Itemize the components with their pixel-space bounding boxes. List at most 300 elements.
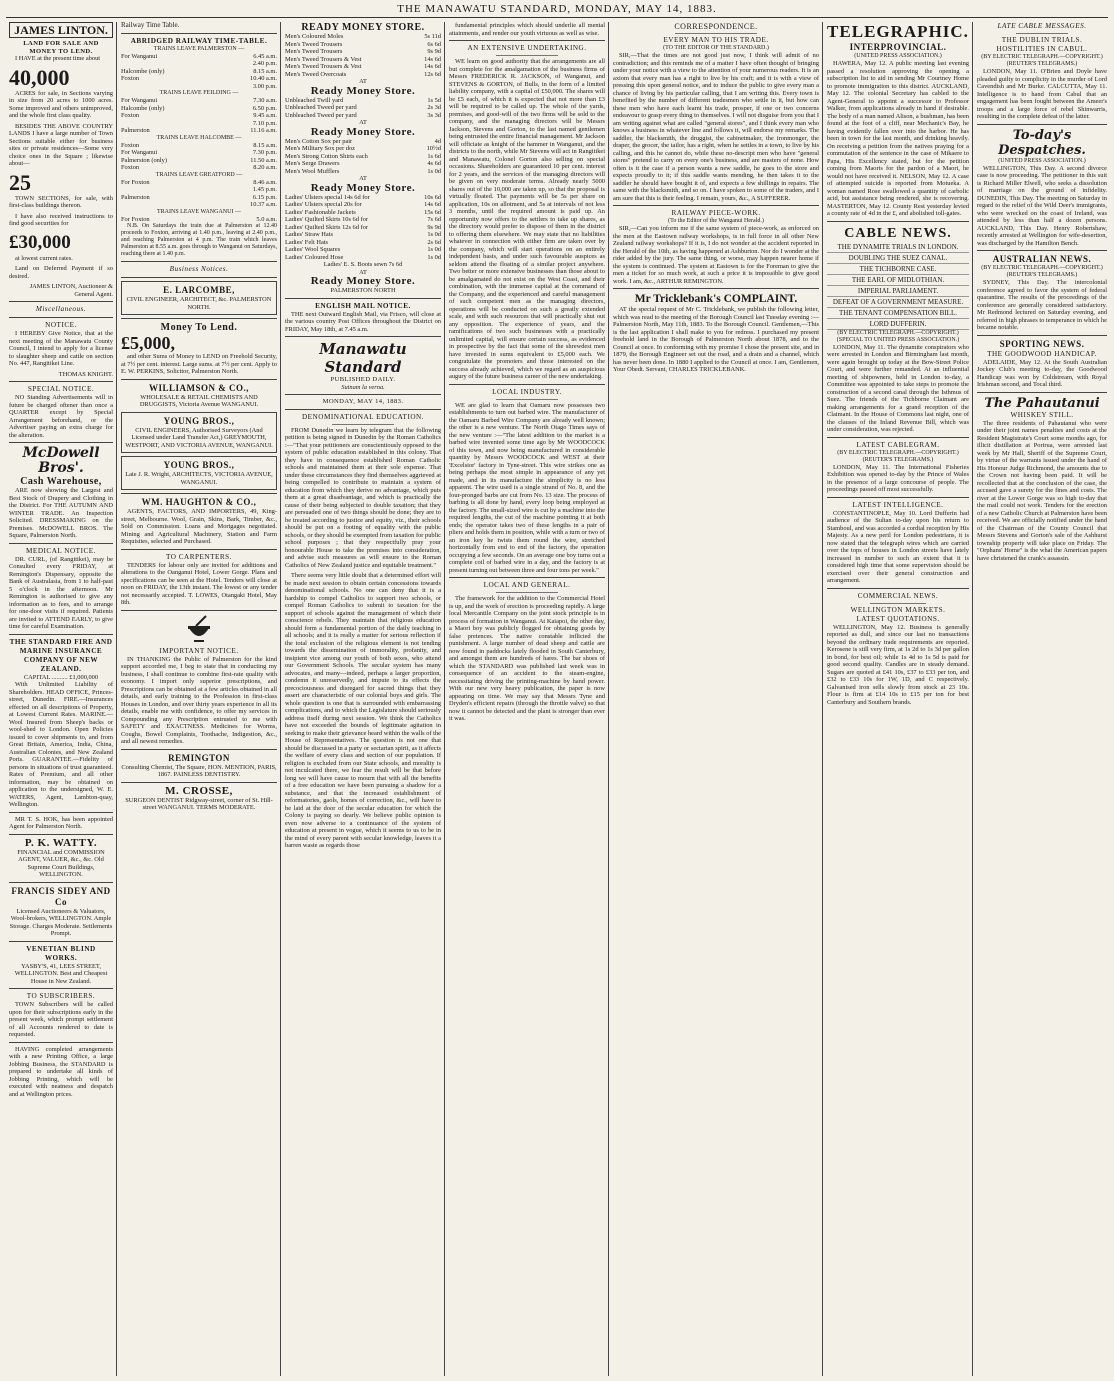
short-rule [496, 592, 558, 593]
short-rule [496, 55, 558, 56]
price-row-label: Ladies' Quilted Skirts 10s 6d for [285, 216, 368, 223]
rail-row [121, 105, 277, 113]
price-row-value: 14s 6d [424, 63, 441, 70]
masthead-rule [6, 17, 1108, 18]
price-row [285, 56, 441, 64]
rail-row-value: 8.15 a.m. [253, 141, 277, 149]
divider [977, 392, 1107, 393]
crosse-title: M. CROSSE, [165, 784, 233, 797]
mortar-pestle-icon [184, 614, 214, 644]
linton-town-lands: BESIDES THE ABOVE COUNTRY LANDS I have a large number of Town Sections suitable either for business sites or private residences—Some very choice ones in the Square ; likewise about— [9, 122, 113, 167]
price-row-value: 5s 11d [424, 33, 441, 40]
column-1 [6, 22, 116, 1376]
price-row-label: Men's Coloured Moles [285, 33, 344, 40]
price-row-value: 3s 3d [427, 111, 441, 119]
price-row-label: Ladies' Ulsters special 20s for [285, 201, 362, 208]
money-figure: £5,000, [121, 333, 175, 353]
price-row-label: Unbleached Tweed per yard [285, 111, 357, 119]
price-row [285, 153, 441, 161]
correspondence-heading: CORRESPONDENCE. [674, 22, 758, 31]
todays-despatches-heading: To-day's Despatches. [998, 127, 1086, 158]
divider [9, 543, 113, 544]
price-row-value: 9s 9d [427, 223, 441, 231]
price-row [285, 41, 441, 49]
price-row-value: 6s 6d [427, 40, 441, 48]
price-row-label: Men's Tweed Overcoats [285, 70, 347, 78]
linton-acres-text: ACRES for sale, in Sections varying in size from 20 acres to 1000 acres. Some improved and others unimproved, and the whole first class quality. [9, 89, 113, 119]
cable-sub: (BY ELECTRIC TELEGRAPH.—COPYRIGHT.) (SPECIAL TO UNITED PRESS ASSOCIATION.) [836, 329, 960, 343]
rail-row-label: For Wanganui [121, 149, 158, 156]
rail-row-value: 7.10 p.m. [252, 119, 277, 127]
misc-heading: Miscellaneous. [35, 305, 87, 313]
price-row-label: Men's Tweed Trousers & Vest [285, 55, 362, 63]
divider [285, 336, 441, 337]
divider [613, 205, 819, 206]
rail-row [121, 149, 277, 157]
denominational-continued: fundamental principles which should underlie all mental attainments, and render our youth virtuous as well as wise. [449, 22, 605, 37]
pahautanui-body: The three residents of Pahautanui who were under their joint names penalties and costs at the Resident Magistrate's Court some months ago, for illicit distillation at Porirua, were arrested last week by Mr Hall, Sheriff of the Supreme Court, by virtue of the warrants issued under the hand of His Honour Judge Richmond, the amounts due to the Crown not having been paid. It will be recollected that at the conclusion of the case, the accused gave a surety for the fines and costs. The river at the Lower Gorge was so high to-day that the mail could not work. Tenders for the erection of a new Catholic Church at Palmerston have been received. We are officially notified under the hand of the Chairman of the County Council that Messrs Stevens and Gorton's sale of the Ashhurst township property will take place on Friday. The "Orphans' Home" is the what the American papers have christened the crank's assassin. [977, 419, 1107, 562]
rail-block [121, 142, 277, 172]
rail-block-heading: TRAINS LEAVE WANGANUI — [157, 208, 241, 215]
column-rule [280, 22, 281, 1376]
latest-intelligence-body: CONSTANTINOPLE, May 10. Lord Dufferin had audience of the Sultan to-day upon his return to Stamboul, and was accorded a cordial reception by His Majesty. As a new peril for London pedestrians, it is now stated that the telegraph wires which are carried over the tops of houses in London streets have lately increased in number to such an extent that it is considered high time that some supervision should be exercised over their general construction and arrangement. [827, 509, 969, 584]
watty-title: P. K. WATTY. [24, 836, 98, 849]
divider [121, 277, 277, 278]
divider [977, 335, 1107, 336]
price-row [285, 201, 441, 209]
todays-despatches-body: WELLINGTON, This Day. A second divorce case is now proceeding. The petitioner in this suit is Richard Miller Elwell, who seeks a dissolution of marriage on the ground of infidelity. DUNEDIN, This Day. The meeting on Saturday in regard to the relief of the Wild Deer's immigrants, who were wrecked on the coast of Ireland, was attended by less than half a dozen persons. AUCKLAND, This Day. Henry Robertshaw, recently arrested at Wellington for wife-desertion, was discharged by the Hamilton Bench. [977, 164, 1107, 247]
blind-works-body: YASBY'S, 41, LEES STREET, WELLINGTON. Best and Cheapest House in New Zealand. [14, 962, 108, 985]
wellington-markets-heading: WELLINGTON MARKETS. [850, 605, 946, 614]
rail-row-value: 2.40 p.m. [252, 60, 277, 67]
price-row-label: Men's Strong Cotton Shirts each [285, 152, 368, 160]
rail-row [121, 120, 277, 128]
price-row-value: 7s 6d [427, 216, 441, 223]
jobbing-body: HAVING completed arrangements with a new Printing Office, a large Jobbing Business, the STANDARD is prepared to undertake all kinds of Jobbing Printing, which will be executed with neatness and despatch and at Wellington prices. [9, 1045, 113, 1098]
special-notice-body: NO Standing Advertisements will in future be charged oftener than once a QUARTER except by Special Arrangement beforehand, or the Advertiser paying an extra charge for the alteration. [9, 394, 113, 439]
store-at: AT [359, 78, 367, 85]
money-body: and other Sums of Money to LEND on Freehold Security, at 7½ per cent. interest. Large sums. at 7½ per cent. Apply to E. W. PERKINS, Solicitor, Palmerston North. [121, 353, 277, 375]
cable-headline: LORD DUFFERIN. [827, 319, 969, 330]
notice-signature: THOMAS KNIGHT. [58, 370, 113, 378]
linton-securities: I have also received instructions to find good securities for [9, 212, 113, 227]
late-cable-body: LONDON, May 11. O'Brien and Doyle have pleaded guilty to complicity in the murder of Lord Cavendish and Mr Burke. CALCUTTA, May 11. Intelligence is to hand from Cabul that an engagement has been fought between the Ameer's troops and a large force of rebel Shinwarris, resulting in the complete defeat of the latter. [977, 68, 1107, 120]
mcdowell-title: McDowell Bros'. [22, 445, 100, 476]
divider [121, 549, 277, 550]
price-row [285, 168, 441, 176]
short-rule [675, 33, 757, 34]
rail-row-value: 10.37 a.m. [250, 201, 277, 208]
short-rule [1016, 33, 1068, 34]
cable-headline: THE TENANT COMPENSATION BILL. [827, 308, 969, 319]
price-row-value: 1s 0d [427, 167, 441, 175]
interprovincial-sub: (UNITED PRESS ASSOCIATION.) [854, 53, 942, 59]
short-rule [496, 399, 558, 400]
young-architects-body: Late J. R. Wright, ARCHITECTS, VICTORIA AVENUE, WANGANUI. [125, 471, 273, 486]
price-row-label: Men's Tweed Trousers [285, 48, 343, 55]
rail-row [121, 186, 277, 194]
store-boots: Ladies' E. S. Boots sewn 7s 6d [323, 261, 403, 268]
price-row-label: Ladies' Coloured Hose [285, 253, 344, 261]
column-4 [446, 22, 608, 1376]
rail-row [121, 112, 277, 120]
price-row-value: 10½d [426, 145, 441, 152]
todays-despatches-sub: (UNITED PRESS ASSOCIATION.) [998, 157, 1086, 164]
column-2 [118, 22, 280, 1376]
rail-row-label: For Wanganui [121, 97, 158, 104]
price-row-value: 9s 9d [427, 48, 441, 55]
young-civil-title: YOUNG BROS., [163, 415, 235, 426]
cable-headline-list [827, 242, 969, 330]
rail-block-heading: TRAINS LEAVE GREATFORD — [155, 171, 243, 178]
short-rule [870, 603, 927, 604]
notice-heading: NOTICE. [45, 321, 77, 329]
divider [449, 40, 605, 41]
column-3 [282, 22, 444, 1376]
store-name: Ready Money Store. [310, 125, 416, 138]
rail-row [121, 194, 277, 202]
subscribers-body: TOWN Subscribers will be called upon for their subscriptions early in the present week, which prompt settlement of all Accounts rendered to date is requested. [9, 1001, 113, 1038]
store-name: Ready Money Store. [310, 181, 416, 194]
price-row [285, 71, 441, 79]
rail-row-label: Palmerston (only) [121, 156, 167, 164]
denominational-heading: DENOMINATIONAL EDUCATION. [301, 412, 425, 421]
price-row-value: 14s 6d [424, 55, 441, 63]
rail-row-value: 11.16 a.m. [250, 127, 277, 134]
price-row [285, 216, 441, 224]
letter-2-sub: (To the Editor of the Wanganui Herald.) [668, 218, 764, 224]
young-architects-title: YOUNG BROS., [163, 460, 235, 470]
divider [9, 317, 113, 318]
rail-block [121, 179, 277, 209]
remington-body: Consulting Chemist, The Square, HON. MENTION, PARIS, 1867. PAINLESS DENTISTRY. [121, 763, 277, 778]
late-cable-heading: LATE CABLE MESSAGES. [997, 22, 1087, 30]
goodwood-heading: THE GOODWOOD HANDICAP. [987, 349, 1097, 358]
latest-cablegram-heading: LATEST CABLEGRAM. [856, 440, 940, 449]
letter-1-sub: (TO THE EDITOR OF THE STANDARD.) [663, 45, 769, 51]
insurance-capital: CAPITAL .......... £1,000,000 [23, 673, 99, 681]
local-industry-body: WE are glad to learn that Oamaru now possesses two establishments to turn out barbed wire. The manufacturer of the Oamaru Barbed Wire Company are already well known; the other is a new venture. The North Otago Times says of the new venture :—"The latest addition to the market is a barbed wire invented some time ago by Mr WOODCOCK of this town, and now being manufactured in considerable quantity by Messrs WOODCOCK and WEST at their 'Excelsior' factory in Tyne-street. This wire strikes one as being perhaps the most simple in appearance of any yet made, and in its manufacture the simplicity is no less apparent. The wire used is a single strand of No. 8, and the four-pronged barbs are cut from No. 13 size. The process of barbing is all done by hand, every loop being employed at the factory. The small-sized wire is cut by a machine into the required lengths, the cut of the machine pointing it at both ends; the operator takes two of these lengths in a pair of pliers and holds them in position, while with a turn or two of an iron key he twists them round the wire, stretched horizontally from end to end of the factory, the operation occupying a few seconds. On an average one boy turns out a complete coil of barbed wire in a day, and the factory is at present turning out between three and four tons per week." [449, 401, 605, 574]
medical-heading: MEDICAL NOTICE. [26, 546, 96, 555]
divider [9, 301, 113, 302]
young-civil-ad [121, 412, 277, 454]
paper-motto: Suinam la verna. [341, 383, 385, 391]
rail-row-value: 3.00 p.m. [252, 82, 277, 90]
price-row-label: Ladies' Straw Hats [285, 231, 334, 238]
divider [827, 588, 969, 589]
column-7 [974, 22, 1110, 1376]
rail-row-value: 8.46 a.m. [253, 178, 277, 186]
column-rule [972, 22, 973, 1376]
rail-row [121, 164, 277, 172]
rail-row-value: 6.50 p.m. [252, 104, 277, 112]
divider [121, 318, 277, 319]
price-row [285, 63, 441, 71]
rail-row-value: 1.45 p.m. [252, 186, 277, 193]
divider [121, 493, 277, 494]
price-row-label: Men's Tweed Trousers & Vest [285, 63, 362, 70]
column-rule [444, 22, 445, 1376]
price-row [285, 33, 441, 41]
young-civil-body: CIVIL ENGINEERS, Authorised Surveyors (And Licensed under Land Transfer Act,) GREYMOUTH, WESTPORT, AND VICTORIA AVENUE, WANGANUI. [125, 426, 273, 449]
divider [977, 250, 1107, 251]
price-row [285, 231, 441, 239]
rail-row-label: For Wanganui [121, 52, 158, 60]
haughton-body: AGENTS, FACTORS, AND IMPORTERS, 49, King-street, Melbourne. Wool, Grain, Skins, Bark, Timber, &c., Sold on Commission. Loans and Mortgages negotiated. Mining and Agricultural Machinery, Station and Farm Requisites, selected and Purchased. [121, 508, 277, 545]
rail-block-heading: TRAINS LEAVE HALCOMBE — [156, 134, 242, 141]
divider [9, 381, 113, 382]
undertaking-body: WE learn on good authority that the arrangements are all but complete for the amalgamation of the business firms of Messrs FREDERICK R. JACKSON, of Wanganui, and STEVENS & GORTON, of Bulls, in the form of a limited liability company, with a capital of £50,000. The shares will be £5 each, of which it is expected that not more than £3 will be required to be called up. The whole of the yards, premises, and good-will of the two firms will be sold to the company, and the managing directors will be Messrs Jackson, Stevens and Gorton, to the last named gentlemen being entrusted the entire financial management. Mr Jackson will officiate as knight of the hammer in Wanganui, and the districts to the north, while Mr Stevens will act in Rangitikei and Manawatu, Colonel Gorton also selling on special occasions. Shareholders are guaranteed 10 per cent. interest for 2 years, and the services of the managing directors will be given on very moderate terms. Already nearly 5000 shares out of the 10,000 are taken up, so that the proposal is virtually floated. The payments will be 5s per share on application, 10s on allotment, and 5s at intervals of not less 3 months, until the required amount is paid up. An opportunity now offers to the settlers to take up shares, as the directory would prefer to dispose of them in the district to offering them elsewhere. We may state that no liabilities whatever in connection with either firm are taken over by the company, which will start operations on an entirely independent basis, and under such favourable auspices as seldom attend the floating of a similar project anywhere. Two better or more extensive businesses than those about to be amalgamated do not exist on the West Coast, and their combination, with the immense capital at the command of the Company, and the experienced and careful management of such competent men as the managing directors, operations will be conducted on such a greatly extended scale, and with such resources that will practically shut out any opposition. The experience of years, and the ramifications of two such businesses with a practically unlimited capital, will ensure certain success, as evidenced in prospective by the fact that some of the shrewdest men have invested in sums equivalent to £5,000 each. We congratulate the promoters and those interested on the success already achieved, which we regard as an auspicious augury of the future business career of the new undertaking. [449, 58, 605, 380]
blind-works-heading: VENETIAN BLIND WORKS. [26, 944, 96, 962]
larcombe-title: E. LARCOMBE, [163, 285, 235, 295]
rail-row [121, 127, 277, 135]
price-row-value: 1s 0d [427, 253, 441, 261]
tricklebank-heading: Mr Tricklebank's COMPLAINT. [634, 293, 798, 305]
rail-row-value: 9.45 a.m. [253, 112, 277, 119]
price-row-label: Men's Cotton Sox per pair [285, 137, 353, 145]
australian-news-body: SYDNEY, This Day. The intercolonial conference agreed to favor the system of federal quarantine. The results of the proceedings of the conference are generally considered satisfactory. Mr Redmond lectured on Saturday evening, and referred in high phrases to temperance in which he became notable. [977, 279, 1107, 331]
rail-block [121, 216, 277, 224]
paper-title: Manawatu Standard [319, 340, 407, 376]
rail-row [121, 157, 277, 165]
column-rule [116, 22, 117, 1376]
cable-headline: THE DYNAMITE TRIALS IN LONDON. [827, 242, 969, 253]
divider [9, 1042, 113, 1043]
divider [9, 834, 113, 835]
sidey-body: Licensed Auctioneers & Valuators, Wool-brokers, WELLINGTON. Ample Storage. Charges Moderate. Settlements Prompt. [9, 907, 113, 937]
price-row-label: Unbleached Twill yard [285, 96, 344, 104]
notice-body: I HEREBY Give Notice, that at the next meeting of the Manawatu County Council, I intend to apply for a license to slaughter sheep and cattle on section No. 447, Rangitikei Line. [9, 330, 113, 367]
rail-row [121, 60, 277, 68]
rail-row-label: Foxton [121, 141, 140, 149]
linton-signature: JAMES LINTON, Auctioneer & General Agent. [29, 283, 113, 298]
divider [977, 124, 1107, 125]
price-row [285, 138, 441, 146]
sporting-news-heading: SPORTING NEWS. [999, 338, 1085, 349]
carpenters-heading: TO CARPENTERS. [166, 552, 232, 561]
rail-block [121, 53, 277, 91]
rail-row [121, 75, 277, 83]
denominational-body-1: FROM Dunedin we learn by telegram that the following petition is being signed in Dunedin by the Roman Catholics :—"That your petitioners are conscientiously opposed to the system of public education established in this colony. That they have in consequence established Roman Catholic schools and maintained them at their sole expense. That under these circumstances they find themselves aggrieved at being compelled to contribute to maintain a system of education from which they derive no advantage, which puts them at a great disadvantage, and which is practically the cause of their being subjected to double taxation; that they are persuaded one of two things should be done; they are to be treated according to justice and equity, viz., their schools should be put on a footing of equality with the public schools, or they should be exempted from taxation for public school purposes ; that they respectfully pray your honourable House to take the premises into consideration, and advise such measures as will ensure to the Roman Catholics of New Zealand justice and equitable treatment." [285, 426, 441, 569]
rail-row-label: Palmerston [121, 127, 150, 134]
short-rule [332, 424, 394, 425]
divider [9, 442, 113, 443]
price-list [285, 194, 441, 262]
linton-deferred: Land on Deferred Payment if so desired. [9, 265, 113, 280]
price-row-value: 12s 6d [424, 70, 441, 78]
australian-news-sub: (BY ELECTRIC TELEGRAPH.—COPYRIGHT.) (REUTER'S TELEGRAMS.) [981, 265, 1103, 278]
price-row [285, 112, 441, 120]
watty-body: FINANCIAL and COMMISSION AGENT, VALUER, &c., &c. Old Supreme Court Buildings, WELLINGTON. [17, 848, 105, 878]
rail-row-label: Foxton [121, 112, 140, 119]
price-row-label: Unbleached Tweed per yard [285, 104, 357, 111]
linton-rates: at lowest current rates. [15, 254, 73, 262]
price-row-label: Ladies' Wool Squares [285, 246, 341, 253]
important-body: IN THANKING the Public of Palmerston for the kind support accorded me, I beg to state that in conducting my business, I shall continue to combine first-rate quality with economy. I import only superior prescriptions, and Prescriptions can be obtained at a few articles obtained in all details, and early training to the Profession in first-class Houses in London, and over thirty years experience in all its details, enable me with confidence, to offer my services in Compounding any Prescription entrusted to me with SAFETY and EXACTNESS. Medicines for Worms, Coughs, Bowel Complaints, Toothache, Indigestion, &c., and all newest remedies. [121, 655, 277, 745]
divider [285, 394, 441, 395]
linton-title: JAMES LINTON. [9, 22, 113, 38]
crosse-body: SURGEON DENTIST Ridgway-street, corner of St. Hill-street WANGANUI. TERMS MODERATE. [125, 796, 273, 811]
goodwood-body: ADELAIDE, May 12. At the South Australian Jockey Club's meeting to-day, the Goodwood Handicap was won by Coldstream, with Royal Irishman second, and Tocal third. [977, 358, 1107, 388]
special-notice-heading: SPECIAL NOTICE. [27, 385, 95, 393]
store-title: READY MONEY STORE. [301, 22, 425, 33]
telegraphic-heading: TELEGRAPHIC. [827, 22, 969, 41]
latest-cablegram-body: LONDON, May 11. The International Fisheries Exhibition was opened to-day by the Prince of Wales in the presence of a large concourse of people. The proceedings passed off most successfully. [827, 463, 969, 493]
mcdowell-body: ARE now showing the Largest and Best Stock of Drapery and Clothing in the District. For THE AUTUMN AND WINTER TRADE. An Inspection Solicited. DRESSMAKING on the Premises. McDOWELL BROS. The Square, Palmerston North. [9, 487, 113, 539]
price-row [285, 48, 441, 56]
dublin-heading: THE DUBLIN TRIALS. [1001, 36, 1083, 44]
interprovincial-body: HAWERA, May 12. A public meeting last evening passed a resolution approving the opening a subscription list to aid in sending Mr Courtney Home to promote immigration to this district. AUCKLAND, May 12. The colonial Secretary has cabled to the Agent-General to appoint a successor to Professor Walker, from applications already in hand if desirable. The body of a man named Alison, a bushman, has been found at the foot of a cliff, near Mechanic's Bay, he having evidently fallen over into the harbor. He has been in town for the last month, and drinking heavily. On receiving a petition from the natives praying for a commutation of the sentence in the case of Mikaere to Papa, His Excellency stated, but for the petition coming from Maoris for the pardon of a Maori, he would not have received it. NELSON, May 12. A case of attempted suicide is reported from Motueka. A woman named Rose swallowed a quantity of carbolic acid, but assistance being rendered, she is recovering. MASTERTON, May 12. County Rest yesterday levied a county rate of 4d in the £, and abolished toll-gates. [827, 60, 969, 217]
divider [9, 882, 113, 883]
insurance-heading: THE STANDARD FIRE AND MARINE INSURANCE COMPANY OF NEW ZEALAND. [9, 637, 113, 673]
page-masthead: THE MANAWATU STANDARD, MONDAY, MAY 14, 1883. [397, 3, 717, 15]
hok-notice: MR T. S. HOK, has been appointed Agent for Palmerston North. [9, 815, 113, 830]
price-row [285, 239, 441, 247]
cable-headline: IMPERIAL PARLIAMENT. [827, 286, 969, 297]
price-row [285, 254, 441, 262]
letter-1-heading: EVERY MAN TO HIS TRADE. [663, 36, 769, 44]
price-row-label: Ladies' Fashionable Jackets [285, 208, 356, 216]
tricklebank-body: AT the special request of Mr C. Tricklebank, we publish the following letter, which was read to the meeting of the Borough Council last Tuesday evening :— Palmerston North, May 11th, 1883. To the Borough Council. Gentlemen,—This is the last application I shall make to you for redress. I purchased my present freehold land in the Borough of Palmerston North about 1878, and to the Council at once. In conforming with my promise I chose the present site, and in 1879, the Borough Engineer set out the road, and a drain and a channel, which has never been done. In 1880 I applied to the Council at once. I am, Gentlemen, Your Obedt. Servant, CHARLES TRICKLEBANK. [613, 306, 819, 373]
interprovincial-heading: INTERPROVINCIAL. [849, 42, 947, 52]
price-row [285, 194, 441, 202]
divider [121, 749, 277, 750]
insurance-body: With Unlimited Liability of Shareholders. HEAD OFFICE, Princes-street, Dunedin. FIRE.—Insurances effected on all descriptions of Property, at Lowest Current Rates. MARINE.—Wool Insured from Sheep's backs or wool-shed to London. Open Policies issued to cover shipments to, and from Great Britain, America, India, China, Australian Colonies, and New Zealand Ports. GUARANTEE.—Fidelity of persons in situations of trust guaranteed. Rates of Premium, and all other information, may be obtained on application to the undersigned, W. E. WATERS, Agent, Lambton-quay, Wellington. [9, 681, 113, 808]
haughton-title: WM. HAUGHTON & CO., [141, 497, 257, 507]
rail-row-value: 8.20 a.m. [253, 164, 277, 171]
price-row-value: 4s 6d [427, 160, 441, 167]
pahautanui-heading: The Pahautanui [984, 395, 1100, 411]
local-general-heading: LOCAL AND GENERAL. [483, 581, 571, 589]
price-row [285, 104, 441, 112]
price-row-value: 15s 6d [424, 208, 441, 216]
rail-row-label: Halcombe (only) [121, 104, 165, 112]
price-row-label: Men's Tweed Trousers [285, 40, 343, 48]
business-heading: Business Notices. [169, 265, 229, 273]
store-location: PALMERSTON NORTH [330, 287, 396, 294]
divider [285, 409, 441, 410]
denominational-body-2: There seems very little doubt that a determined effort will be made next session to obtain certain concessions towards denominational schools. No one can deny that it is a hardship to compel Catholics to support two schools, or compel Roman Catholics to submit to taxation for the support of schools against the management of which their conscience rebels. They maintain that religious education should form a fundamental portion of the daily teaching in all schools; and it is really a matter for serious reflection if the total exclusion of the religious element is not tending towards the dissemination of immorality, profanity, and insipient vice among our youth of both sexes, who attend our Government Schools. The secular system has many advocates, and many—indeed, perhaps a larger proportion, condemn it unreservedly, and impute to its effects the precociousness and disregard for sacred things that they assert are characteristic of our colonial boys and girls. The whole question is one that is surrounded with embarrassing complications, and to which the Legislature should seriously address itself during next session. We think the Catholics have not exceeded the bounds of legitimate agitation in seeking to make their grievance heard within the walls of the House of Representatives. The question is not one that should be discussed in a party or sectarian spirit, as it affects the welfare of every class and section of our population. If religion is excluded from our State schools, and morality is not inculcated there, we fear the result will be that before long we will have cause to mourn that with all the benefits of a free education we have been pursuing a shadow for a substance, and that the increased establishment of reformatories, gaols, homes of correction, &c., will have to be laid at the door of the secular education for which the Colony is paying so dearly. We believe public opinion is even now adverse to a continuance of the system of education at present in vogue, which it seems to us to be in the mind of every parent with secular knowledge, leaves it a barren waste as regards those [285, 572, 441, 849]
price-row [285, 145, 441, 153]
quotations-body: WELLINGTON, May 12. Business is generally reported as dull, and since our last no transactions beyond the ordinary trade requirements are reported. Kerosene is still very firm, at 1s 2d to 1s 3d per gallon in bond, for best oil; while 1s 4d to 1s 5d is paid for good second quality. Candles are in steady demand. Sugars are quoted at £41 10s, £37 to £33 per ton, and £32 to £33 10s for 1W, 1D, and C respectively. Galvanised iron sells slowly from stock at 23 10s. Flour is firm at £14 10s to £15 per ton for best Canterbury and Southern brands. [827, 623, 969, 706]
divider [285, 298, 441, 299]
late-cable-sub: (BY ELECTRIC TELEGRAPH.—COPYRIGHT.) (REUTER'S TELEGRAMS.) [981, 54, 1103, 67]
price-row-value: 2s 6d [427, 238, 441, 246]
linton-intro: I HAVE at the present time about [15, 55, 101, 62]
store-at: AT [359, 119, 367, 126]
undertaking-heading: AN EXTENSIVE UNDERTAKING. [467, 44, 587, 52]
price-row-value: 1s 5d [427, 96, 441, 104]
linton-subtitle: LAND FOR SALE AND MONEY TO LEND. [23, 40, 99, 55]
rail-row-value: 11.50 a.m. [250, 156, 277, 164]
linton-acres-figure: 40,000 [9, 64, 70, 90]
divider [9, 941, 113, 942]
rail-row-value: 5.0 a.m. [256, 215, 277, 223]
williamson-title: WILLIAMSON & CO., [148, 382, 249, 393]
mail-body: THE next Outward English Mail, via Frisco, will close at the various country Post Offices throughout the District on FRIDAY, May 18th, at 7.45 a.m. [285, 310, 441, 333]
rail-row [121, 68, 277, 76]
rail-row [121, 201, 277, 209]
rail-row-value: 6.15 p.m. [252, 193, 277, 201]
column-rule [822, 22, 823, 1376]
latest-intelligence-heading: LATEST INTELLIGENCE. [852, 500, 944, 509]
rail-row [121, 142, 277, 150]
rail-row [121, 83, 277, 91]
divider [449, 577, 605, 578]
rail-row-label: Foxton [121, 164, 140, 171]
divider [121, 379, 277, 380]
latest-cablegram-sub: (BY ELECTRIC TELEGRAPH.—COPYRIGHT.) (REUTER'S TELEGRAMS.) [837, 449, 959, 463]
price-row-label: Ladies' Quilted Skirts 12s 6d for [285, 223, 368, 231]
cable-headline: DEFEAT OF A GOVERNMENT MEASURE. [827, 297, 969, 308]
price-row-value: 10s 6d [424, 193, 441, 201]
price-list [285, 97, 441, 120]
rail-note: N.B. On Saturdays the train due at Palmerston at 12.40 proceeds to Foxton, arriving at 1.40 p.m., leaving at 2.40 p.m., and reaching Palmerston at 4 p.m. The train which leaves Palmerston at 8.55 a.m. goes through to Wanganui on Saturdays, reaching there at 1.40 p.m. [121, 223, 277, 257]
store-name: Ready Money Store. [310, 84, 416, 97]
rail-row [121, 53, 277, 61]
rail-row [121, 97, 277, 105]
paper-date: MONDAY, MAY 14, 1883. [322, 398, 404, 405]
rail-row-value: 6.45 a.m. [253, 52, 277, 60]
divider [121, 610, 277, 611]
cable-body: LONDON, May 11. The dynamite conspirators who were arrested in London and Birmingham last month, were again brought up today at the Bow-Street Police Court, and were further remanded. At an influential meeting of shipowners, held in London to-day, a Committee was appointed to take steps to promote the construction of a second canal through the Isthmus of Suez. The friends of the Tichborne Claimant are making arrangements for a grand reception of the Claimant. In the House of Commons last night, one of the clauses of the Inland Revenue Bill, which was under consideration, was rejected. [827, 343, 969, 433]
sidey-title: FRANCIS SIDEY AND Co [11, 885, 111, 907]
rail-subtitle: ABRIDGED RAILWAY TIME-TABLE. [130, 36, 268, 45]
divider [9, 988, 113, 989]
rail-title: Railway Time Table. [121, 22, 180, 29]
divider [121, 261, 277, 262]
rail-row-value: 10.40 a.m. [250, 75, 277, 82]
divider [827, 437, 969, 438]
local-industry-heading: LOCAL INDUSTRY. [492, 387, 562, 396]
price-row [285, 97, 441, 105]
cable-heading: CABLE NEWS. [844, 225, 952, 241]
price-row-value: 1s 6d [427, 152, 441, 160]
price-row-label: Men's Serge Drawers [285, 160, 340, 167]
linton-money-figure: £30,000 [9, 231, 71, 253]
column-6 [824, 22, 972, 1376]
remington-title: REMINGTON [168, 752, 230, 763]
price-row-label: Men's Wool Mufflers [285, 167, 340, 175]
australian-news-heading: AUSTRALIAN NEWS. [992, 254, 1092, 264]
divider [121, 782, 277, 783]
medical-body: DR. CURL, (of Rangitikei), may be Consulted every FRIDAY, at Remington's Dispensary, opposite the Bank of Australasia, from 1 to half-past 5 o'clock in the afternoon. Mr Remington is authorised to give any information as to fees, and to arrange for one-door visits if required. Patients are invited to ATTEND EARLY, to give time for careful Examination. [9, 555, 113, 630]
letter-2-heading: RAILWAY PIECE-WORK. [671, 209, 761, 217]
price-list [285, 138, 441, 176]
price-row [285, 160, 441, 168]
rail-row-label: For Foxton [121, 215, 150, 223]
divider [9, 812, 113, 813]
divider [827, 497, 969, 498]
rail-block-heading: TRAINS LEAVE PALMERSTON — [153, 45, 245, 52]
pahautanui-sub: WHISKEY STILL. [1010, 410, 1074, 419]
price-row [285, 209, 441, 217]
price-row-label: Men's Military Sox per doz [285, 145, 356, 152]
divider [9, 634, 113, 635]
cable-headline: THE TICHBORNE CASE. [827, 264, 969, 275]
larcombe-ad [121, 281, 277, 315]
letter-1-body: SIR,—That the times are not good just now, I think will admit of no contradiction; and this reminds me of a matter I have often thought of bringing under your notice with a view to the attention of your numerous readers. It is an axiom that every man has a right to live by his craft; and it is with a view of pressing this upon general notice, and to induce the public to give every man a chance of living by his particular calling, that I am writing this. Every town is benefited by the number of different tradesmen who settle in it, but how can these men who have each learnt his trade, prosper, if one or two concerns endeavour to grasp every thing to themselves. I will not disguise from you that I am writing against what are called "general stores", and I think every man who knows a business in whatever line and follows it, will endorse my remarks. The saddler, the blacksmith, the druggist, the cabinetmaker, the ironmonger, the draper, the grocer, the tailor, has a right, when he settles in a town, to live by his calling, and this he cannot do, while these no-descript men who have "general stores" pretend to carry on every one's business, and are masters of none. How often is it the case if a person wants a new saddle, he goes to the store and expects proudly to it; if this saddle wants mending, he then takes it to the saddler he should have bought it of, and expects a few shillings in repairs. The same with the blacksmith, and so on. I have spoken to some of the traders, and I am sure that this is their feeling. I remain, yours, &c., A SUFFERER. [613, 52, 819, 202]
larcombe-body: CIVIL ENGINEER, ARCHITECT, &c. PALMERSTON NORTH. [126, 296, 272, 311]
cable-headline: THE EARL OF MIDLOTHIAN. [827, 275, 969, 286]
divider [613, 288, 819, 289]
young-architects-ad [121, 456, 277, 490]
price-row-label: Ladies' Ulsters special 14s 6d for [285, 193, 370, 201]
commercial-heading: COMMERCIAL NEWS. [857, 591, 939, 600]
linton-town-figure: 25 [9, 169, 31, 195]
price-row-label: Ladies' Felt Hats [285, 238, 329, 246]
rail-block-heading: TRAINS LEAVE FEILDING — [159, 90, 239, 96]
